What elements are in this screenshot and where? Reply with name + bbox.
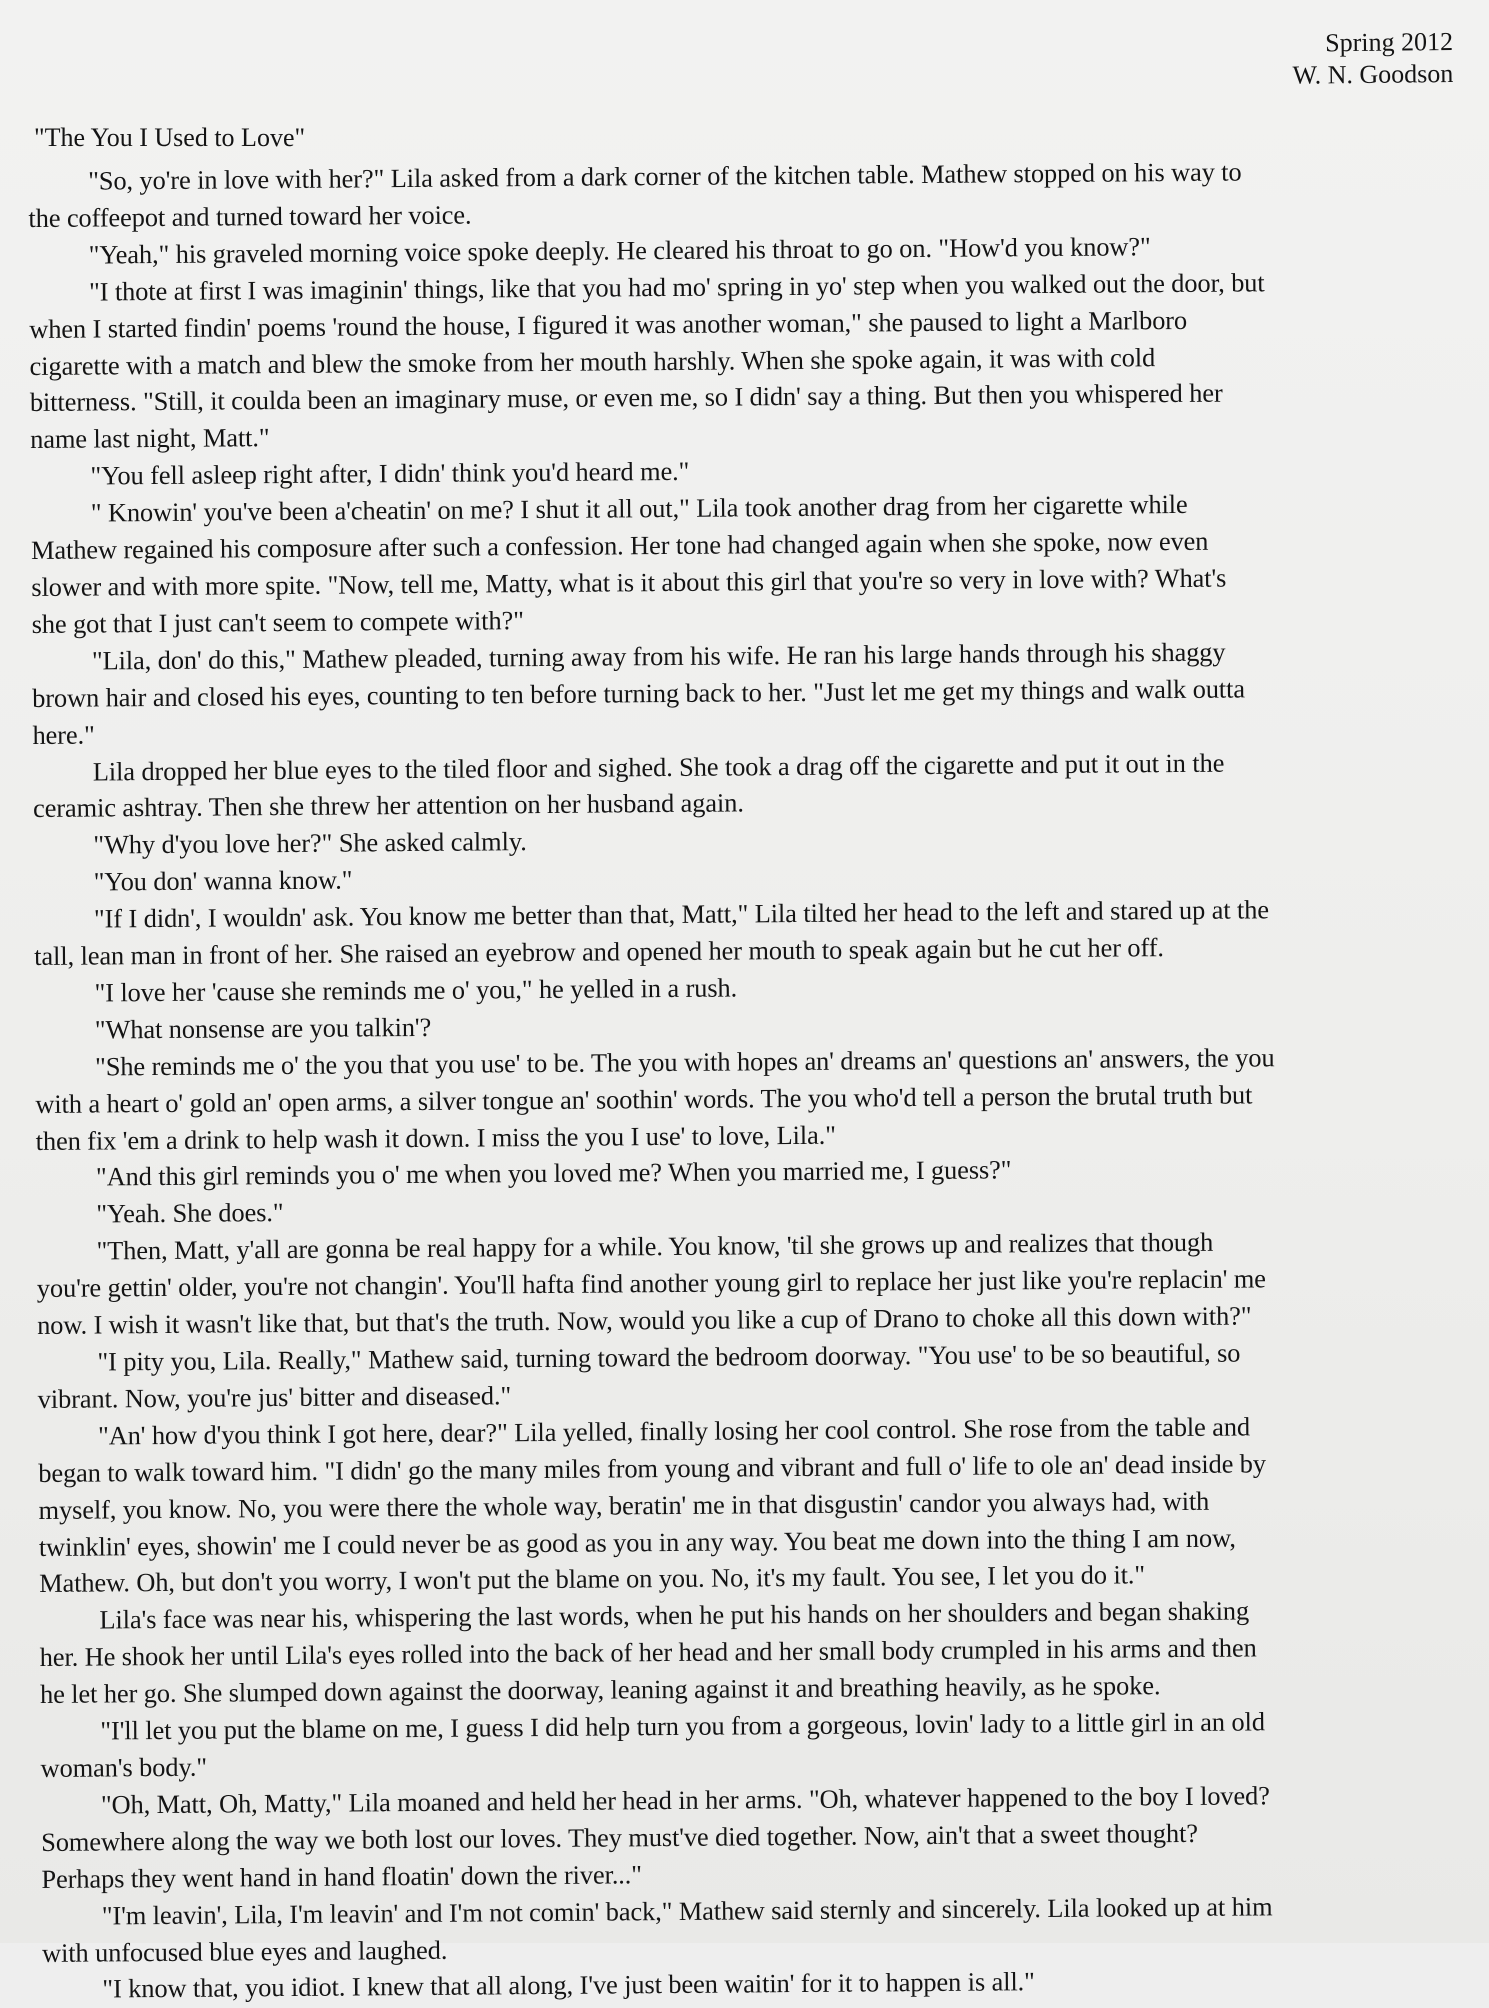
text-line: vibrant. Now, you're jus' bitter and diseased." [37, 1380, 512, 1414]
text-line: "I love her 'cause she reminds me o' you," he yelled in a rush. [94, 972, 738, 1008]
text-line: Lila dropped her blue eyes to the tiled floor and sighed. She took a drag off the cigarette and put it out in the [92, 747, 1225, 787]
text-line: her. He shook her until Lila's eyes rolled into the back of her head and her small body crumpled in his arms and then [39, 1632, 1257, 1673]
text-line: slower and with more spite. "Now, tell me, Matty, what is it about this girl that you're so very in love with? What's [31, 562, 1227, 602]
text-line: he let her go. She slumped down against the doorway, leaning against it and breathing heavily, as he spoke. [39, 1670, 1161, 1710]
text-line: now. I wish it wasn't like that, but that's the truth. Now, would you like a cup of Drano to choke all this down with?" [37, 1300, 1252, 1341]
text-line: Somewhere along the way we both lost our loves. They must've died together. Now, ain't that a sweet thought? [41, 1817, 1198, 1857]
text-line: with a heart o' gold an' open arms, a silver tongue an' soothin' words. The you who'd tell a person the brutal truth but [35, 1079, 1253, 1119]
text-line: ceramic ashtray. Then she threw her attention on her husband again. [32, 787, 744, 824]
text-line: "You fell asleep right after, I didn' think you'd heard me." [90, 456, 690, 491]
text-line: "Yeah. She does." [96, 1197, 284, 1229]
text-line: here." [32, 719, 95, 750]
text-line: Perhaps they went hand in hand floatin' down the river..." [41, 1858, 643, 1894]
header-date: Spring 2012 [1325, 26, 1454, 58]
text-line: woman's body." [40, 1751, 208, 1783]
text-line: then fix 'em a drink to help wash it down. I miss the you I use' to love, Lila." [35, 1119, 836, 1156]
text-line: "I'll let you put the blame on me, I guess I did help turn you from a gorgeous, lovin' lady to a little girl in an old [100, 1706, 1265, 1746]
text-line: myself, you know. No, you were there the whole way, beratin' me in that disgustin' candor you always had, with [38, 1485, 1210, 1525]
text-line: "So, yo're in love with her?" Lila asked from a dark corner of the kitchen table. Mathew stopped on his way to [88, 156, 1242, 196]
text-line: tall, lean man in front of her. She raised an eyebrow and opened her mouth to speak again but he cut her off. [34, 932, 1164, 972]
text-line: " Knowin' you've been a'cheatin' on me? I shut it all out," Lila took another drag from her cigarette while [90, 489, 1188, 528]
text-line: she got that I just can't seem to compete with?" [31, 604, 524, 639]
document-header [1292, 26, 1453, 92]
story-body [28, 152, 1482, 2008]
text-line: "Why d'you love her?" She asked calmly. [93, 826, 527, 860]
text-line: brown hair and closed his eyes, counting to ten before turning back to her. "Just let me get my things and walk outta [32, 673, 1246, 713]
text-line: "Then, Matt, y'all are gonna be real happy for a while. You know, 'til she grows up and realizes that though [96, 1227, 1214, 1266]
text-line: you're gettin' older, you're not changin'. You'll hafta find another young girl to replace her just like you're replacin' me [36, 1263, 1266, 1304]
text-line: Mathew regained his composure after such a confession. Her tone had changed again when she spoke, now even [30, 525, 1209, 566]
text-line: when I started findin' poems 'round the house, I figured it was another woman," she paused to light a Marlboro [29, 304, 1188, 344]
text-line: "You don' wanna know." [93, 864, 353, 897]
text-line: the coffeepot and turned toward her voice. [28, 199, 472, 233]
text-line: "Yeah," his graveled morning voice spoke deeply. He cleared his throat to go on. "How'd you know?" [88, 230, 1151, 270]
text-line: cigarette with a match and blew the smoke from her mouth harshly. When she spoke again, it was with cold [29, 341, 1156, 381]
text-line: bitterness. "Still, it coulda been an imaginary muse, or even me, so I didn' say a thing. But then you whispered her [29, 378, 1223, 418]
text-line: "If I didn', I wouldn' ask. You know me better than that, Matt," Lila tilted her head to the left and stared up at the [93, 894, 1270, 934]
text-line: "I pity you, Lila. Really," Mathew said, turning toward the bedroom doorway. "You use' to be so beautiful, so [97, 1337, 1241, 1377]
text-line: began to walk toward him. "I didn' go the many miles from young and vibrant and full o' life to ole an' dead inside by [38, 1448, 1267, 1488]
text-line: "I'm leavin', Lila, I'm leavin' and I'm not comin' back," Mathew said sternly and sincerely. Lila looked up at him [101, 1890, 1273, 1931]
text-line: twinklin' eyes, showin' me I could never be as good as you in any way. You beat me down into the thing I am now, [38, 1522, 1236, 1562]
text-line: Lila's face was near his, whispering the last words, when he put his hands on her shoulders and began shaking [99, 1595, 1250, 1635]
text-line: name last night, Matt." [30, 422, 270, 455]
story-title: "The You I Used to Love" [34, 123, 306, 152]
text-line: "She reminds me o' the you that you use' to be. The you with hopes an' dreams an' questions an' answers, the you [94, 1041, 1275, 1082]
text-line: "What nonsense are you talkin'? [94, 1011, 432, 1045]
text-line: "An' how d'you think I got here, dear?" Lila yelled, finally losing her cool control. She rose from the table and [97, 1411, 1251, 1451]
header-author: W. N. Goodson [1292, 58, 1454, 90]
text-line: "And this girl reminds you o' me when you loved me? When you married me, I guess?" [95, 1154, 1012, 1192]
text-line: Mathew. Oh, but don't you worry, I won't put the blame on you. No, it's my fault. You see, I let you do it." [39, 1559, 1146, 1599]
text-line: "Lila, don' do this," Mathew pleaded, turning away from his wife. He ran his large hands through his shaggy [91, 636, 1226, 676]
text-line: with unfocused blue eyes and laughed. [41, 1934, 448, 1968]
text-line: "I thote at first I was imaginin' things, like that you had mo' spring in yo' step when you walked out the door, but [88, 267, 1265, 307]
text-line: "Oh, Matt, Oh, Matty," Lila moaned and held her head in her arms. "Oh, whatever happened to the boy I loved? [100, 1780, 1270, 1820]
text-line: "I know that, you idiot. I knew that all along, I've just been waitin' for it to happen is all." [102, 1966, 1035, 2004]
